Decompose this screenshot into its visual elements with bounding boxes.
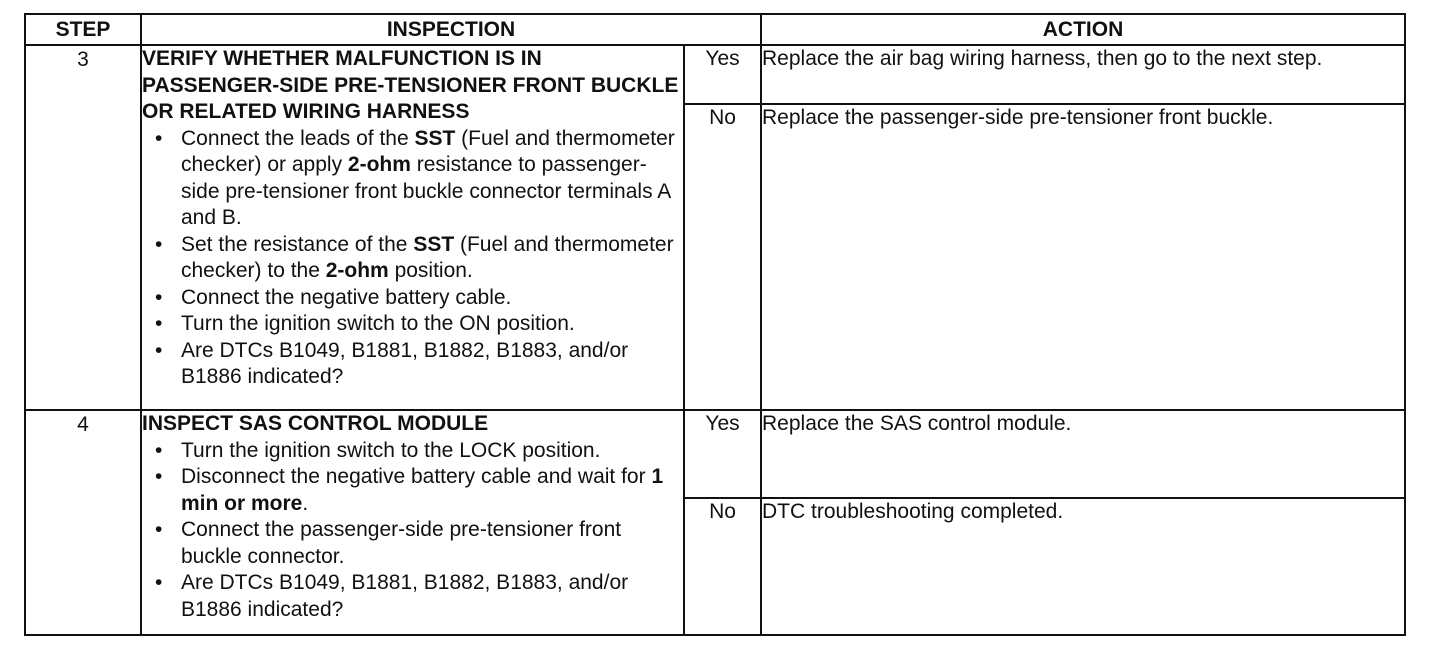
list-item: • Are DTCs B1049, B1881, B1882, B1883, and/or B1886 indicated? (142, 570, 683, 623)
emphasis-text: SST (414, 126, 456, 150)
emphasis-text: 2-ohm (347, 153, 411, 176)
no-label: No (684, 104, 761, 410)
inspection-cell (141, 45, 684, 410)
yes-label: Yes (684, 45, 761, 104)
list-item: • Connect the leads of the SST (Fuel and thermometer checker) or apply 2-ohm resistance to passenger-side pre-tensioner front buckle connector terminals A and B. (142, 126, 683, 232)
yes-label: Yes (684, 410, 761, 498)
yes-action: Replace the air bag wiring harness, then go to the next step. (761, 45, 1405, 104)
step-number: 3 (25, 45, 141, 410)
yes-action: Replace the SAS control module. (761, 410, 1405, 498)
no-action: DTC troubleshooting completed. (761, 498, 1405, 635)
inspection-list (142, 438, 683, 624)
header-inspection: INSPECTION (141, 14, 761, 45)
emphasis-text: 1 min or more (181, 465, 664, 515)
list-item: • Turn the ignition switch to the ON position. (142, 311, 683, 338)
list-item: • Set the resistance of the SST (Fuel and thermometer checker) to the 2-ohm position. (142, 232, 683, 285)
header-row (25, 14, 1405, 45)
list-item: • Are DTCs B1049, B1881, B1882, B1883, and/or B1886 indicated? (142, 338, 683, 391)
step-number: 4 (25, 410, 141, 635)
list-item: • Connect the passenger-side pre-tensioner front buckle connector. (142, 517, 683, 570)
list-item: • Turn the ignition switch to the LOCK position. (142, 438, 683, 465)
table-row (25, 410, 1405, 498)
emphasis-text: 2-ohm (325, 259, 389, 282)
list-item: • Disconnect the negative battery cable and wait for 1 min or more. (142, 464, 683, 517)
inspection-title: VERIFY WHETHER MALFUNCTION IS IN PASSENGER-SIDE PRE-TENSIONER FRONT BUCKLE OR RELATED WIRING HARNESS (142, 47, 679, 123)
no-action: Replace the passenger-side pre-tensioner front buckle. (761, 104, 1405, 410)
inspection-cell (141, 410, 684, 635)
emphasis-text: SST (413, 232, 455, 256)
header-step: STEP (25, 14, 141, 45)
inspection-title: INSPECT SAS CONTROL MODULE (142, 412, 489, 435)
inspection-list (142, 126, 683, 391)
diagnostic-table (24, 13, 1406, 636)
no-label: No (684, 498, 761, 635)
list-item: • Connect the negative battery cable. (142, 285, 683, 312)
table-row (25, 45, 1405, 104)
header-action: ACTION (761, 14, 1405, 45)
